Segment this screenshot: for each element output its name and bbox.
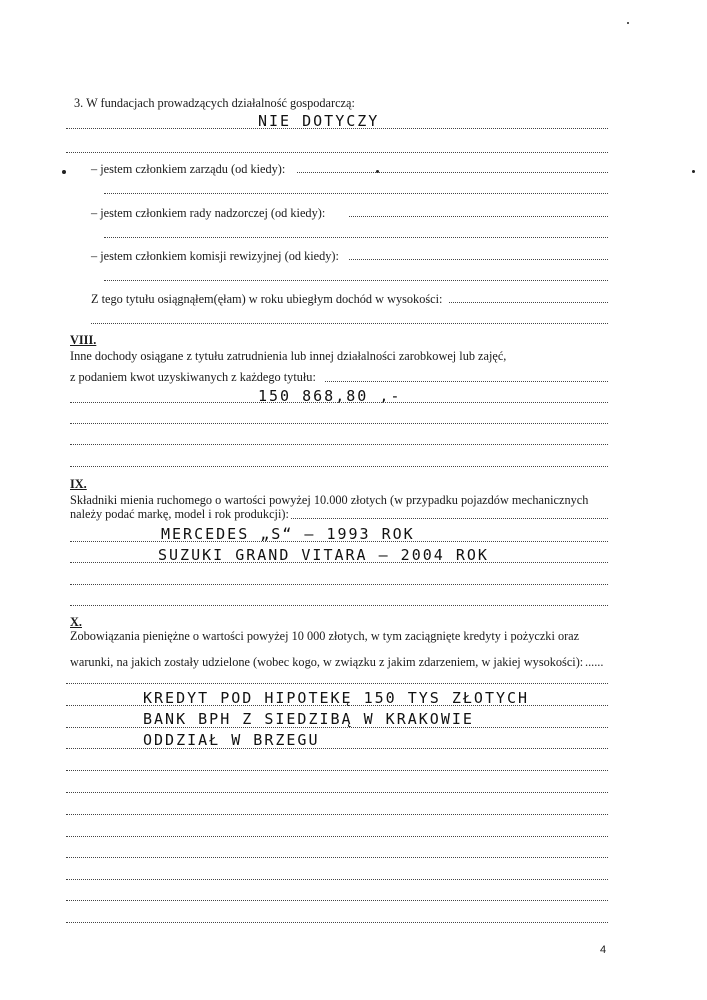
dotted-line — [70, 402, 608, 403]
zarzad-label: – jestem członkiem zarządu (od kiedy): — [91, 162, 286, 176]
rada-label: – jestem członkiem rady nadzorczej (od kiedy): — [91, 206, 326, 220]
dotted-line — [91, 323, 608, 324]
section-8-text-line-1: Inne dochody osiągane z tytułu zatrudnienia lub innej działalności zarobkowej lub zajęć, — [70, 349, 507, 363]
dotted-line — [66, 792, 608, 793]
section-8-handwritten-value: 150 868,80 ,- — [258, 387, 402, 405]
scan-speck — [376, 170, 379, 173]
dotted-line — [66, 152, 608, 153]
dotted-line — [70, 444, 608, 445]
margin-mark — [62, 170, 66, 174]
section-8-heading: VIII. — [70, 333, 97, 347]
scan-speck — [692, 170, 695, 173]
komisja-field[interactable] — [349, 259, 608, 260]
section-9-text-line-1: Składniki mienia ruchomego o wartości powyżej 10.000 złotych (w przypadku pojazdów mechanicznych — [70, 493, 589, 507]
dotted-line — [66, 770, 608, 771]
rada-field[interactable] — [349, 216, 608, 217]
dotted-line — [66, 836, 608, 837]
item-3-handwritten-value: NIE DOTYCZY — [258, 112, 380, 130]
dotted-line — [70, 584, 608, 585]
dotted-line — [70, 541, 608, 542]
scan-speck — [627, 22, 629, 24]
dotted-line — [66, 128, 608, 129]
komisja-label: – jestem członkiem komisji rewizyjnej (od kiedy): — [91, 249, 339, 263]
section-8-text-line-2: z podaniem kwot uzyskiwanych z każdego tytułu: — [70, 370, 316, 384]
dotted-line — [66, 879, 608, 880]
section-10-heading: X. — [70, 615, 82, 629]
dotted-line — [66, 857, 608, 858]
dochod-label: Z tego tytułu osiągnąłem(ęłam) w roku ubiegłym dochód w wysokości: — [91, 292, 443, 306]
dochod-field[interactable] — [449, 302, 608, 303]
dotted-line — [325, 381, 608, 382]
dotted-line — [70, 423, 608, 424]
section-10-text-line-1: Zobowiązania pieniężne o wartości powyżej 10 000 złotych, w tym zaciągnięte kredyty i pożyczki oraz — [70, 629, 580, 643]
dotted-line — [291, 518, 608, 519]
page-number: 4 — [600, 944, 607, 956]
dotted-line — [66, 748, 608, 749]
section-10-handwritten-value-1: KREDYT POD HIPOTEKĘ 150 TYS ZŁOTYCH — [143, 689, 530, 707]
dotted-line — [66, 727, 608, 728]
section-10-handwritten-value-2: BANK BPH Z SIEDZIBĄ W KRAKOWIE — [143, 710, 474, 728]
dotted-line — [66, 922, 608, 923]
section-9-heading: IX. — [70, 477, 87, 491]
item-3-label: 3. W fundacjach prowadzących działalność gospodarczą: — [74, 96, 355, 110]
section-10-trail: ...... — [585, 655, 604, 669]
zarzad-field[interactable] — [297, 172, 608, 173]
dotted-line — [66, 900, 608, 901]
dotted-line — [70, 562, 608, 563]
section-10-text-line-2: warunki, na jakich zostały udzielone (wobec kogo, w związku z jakim zdarzeniem, w jakiej wysokości): — [70, 655, 584, 669]
dotted-line — [104, 193, 608, 194]
section-10-handwritten-value-3: ODDZIAŁ W BRZEGU — [143, 731, 320, 749]
dotted-line — [66, 814, 608, 815]
dotted-line — [66, 683, 608, 684]
dotted-line — [70, 605, 608, 606]
dotted-line — [66, 705, 608, 706]
section-9-handwritten-value-2: SUZUKI GRAND VITARA – 2004 ROK — [158, 546, 489, 564]
section-9-handwritten-value-1: MERCEDES „S“ – 1993 ROK — [161, 525, 415, 543]
dotted-line — [104, 237, 608, 238]
dotted-line — [70, 466, 608, 467]
section-9-text-line-2: należy podać markę, model i rok produkcji): — [70, 507, 289, 521]
dotted-line — [104, 280, 608, 281]
